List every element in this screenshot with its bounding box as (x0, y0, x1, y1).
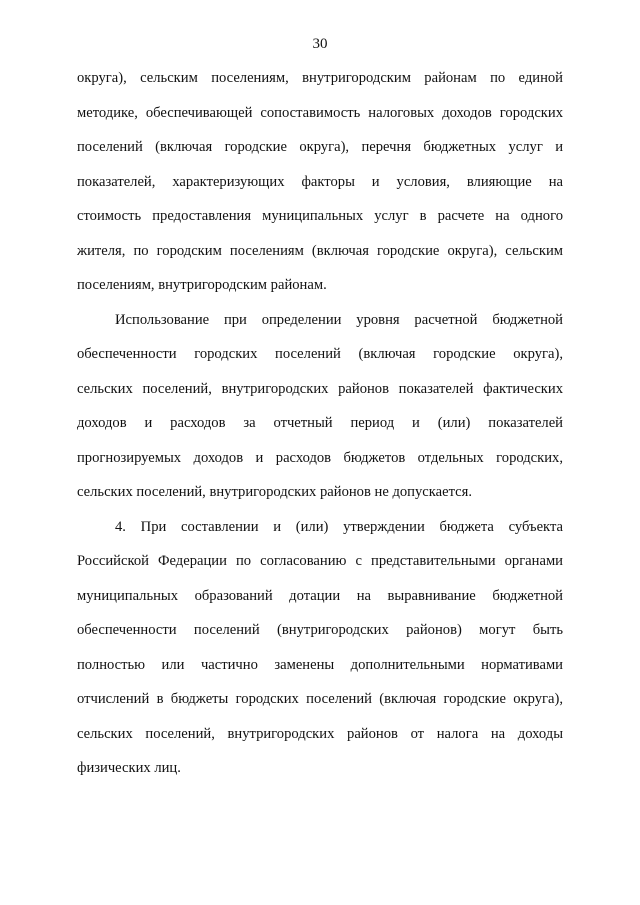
paragraph-1 (77, 66, 563, 308)
text-line: Использование при определении уровня расчетной бюджетной (115, 311, 563, 328)
text-line: поселений (включая городские округа), перечня бюджетных услуг и (77, 139, 563, 155)
text-line: поселениям, внутригородским районам. (77, 277, 327, 293)
text-line: сельских поселений, внутригородских районов не допускается. (77, 484, 472, 500)
paragraph-2 (77, 308, 563, 515)
page-number: 30 (312, 36, 328, 52)
body-text (77, 66, 563, 791)
text-line: Российской Федерации по согласованию с представительными органами (77, 553, 563, 569)
paragraph-3 (77, 515, 563, 791)
text-line: сельских поселений, внутригородских районов показателей фактических (77, 380, 563, 397)
text-line: округа), сельским поселениям, внутригородским районам по единой (77, 70, 563, 86)
text-line: стоимость предоставления муниципальных услуг в расчете на одного (77, 208, 563, 224)
text-line: сельских поселений, внутригородских районов от налога на доходы (77, 725, 563, 742)
text-line: доходов и расходов за отчетный период и (или) показателей (77, 415, 563, 431)
text-line: методике, обеспечивающей сопоставимость налоговых доходов городских (77, 104, 563, 121)
text-line: 4. При составлении и (или) утверждении бюджета субъекта (115, 518, 563, 535)
text-line: полностью или частично заменены дополнительными нормативами (77, 656, 563, 673)
text-line: показателей, характеризующих факторы и условия, влияющие на (77, 173, 563, 190)
text-line: жителя, по городским поселениям (включая городские округа), сельским (77, 242, 563, 259)
text-line: муниципальных образований дотации на выравнивание бюджетной (77, 587, 563, 604)
text-line: прогнозируемых доходов и расходов бюджетов отдельных городских, (77, 449, 563, 466)
text-line: обеспеченности поселений (внутригородских районов) могут быть (77, 622, 563, 638)
text-line: отчислений в бюджеты городских поселений (включая городские округа), (77, 691, 563, 707)
text-line: обеспеченности городских поселений (включая городские округа), (77, 346, 563, 362)
text-line: физических лиц. (77, 760, 181, 776)
